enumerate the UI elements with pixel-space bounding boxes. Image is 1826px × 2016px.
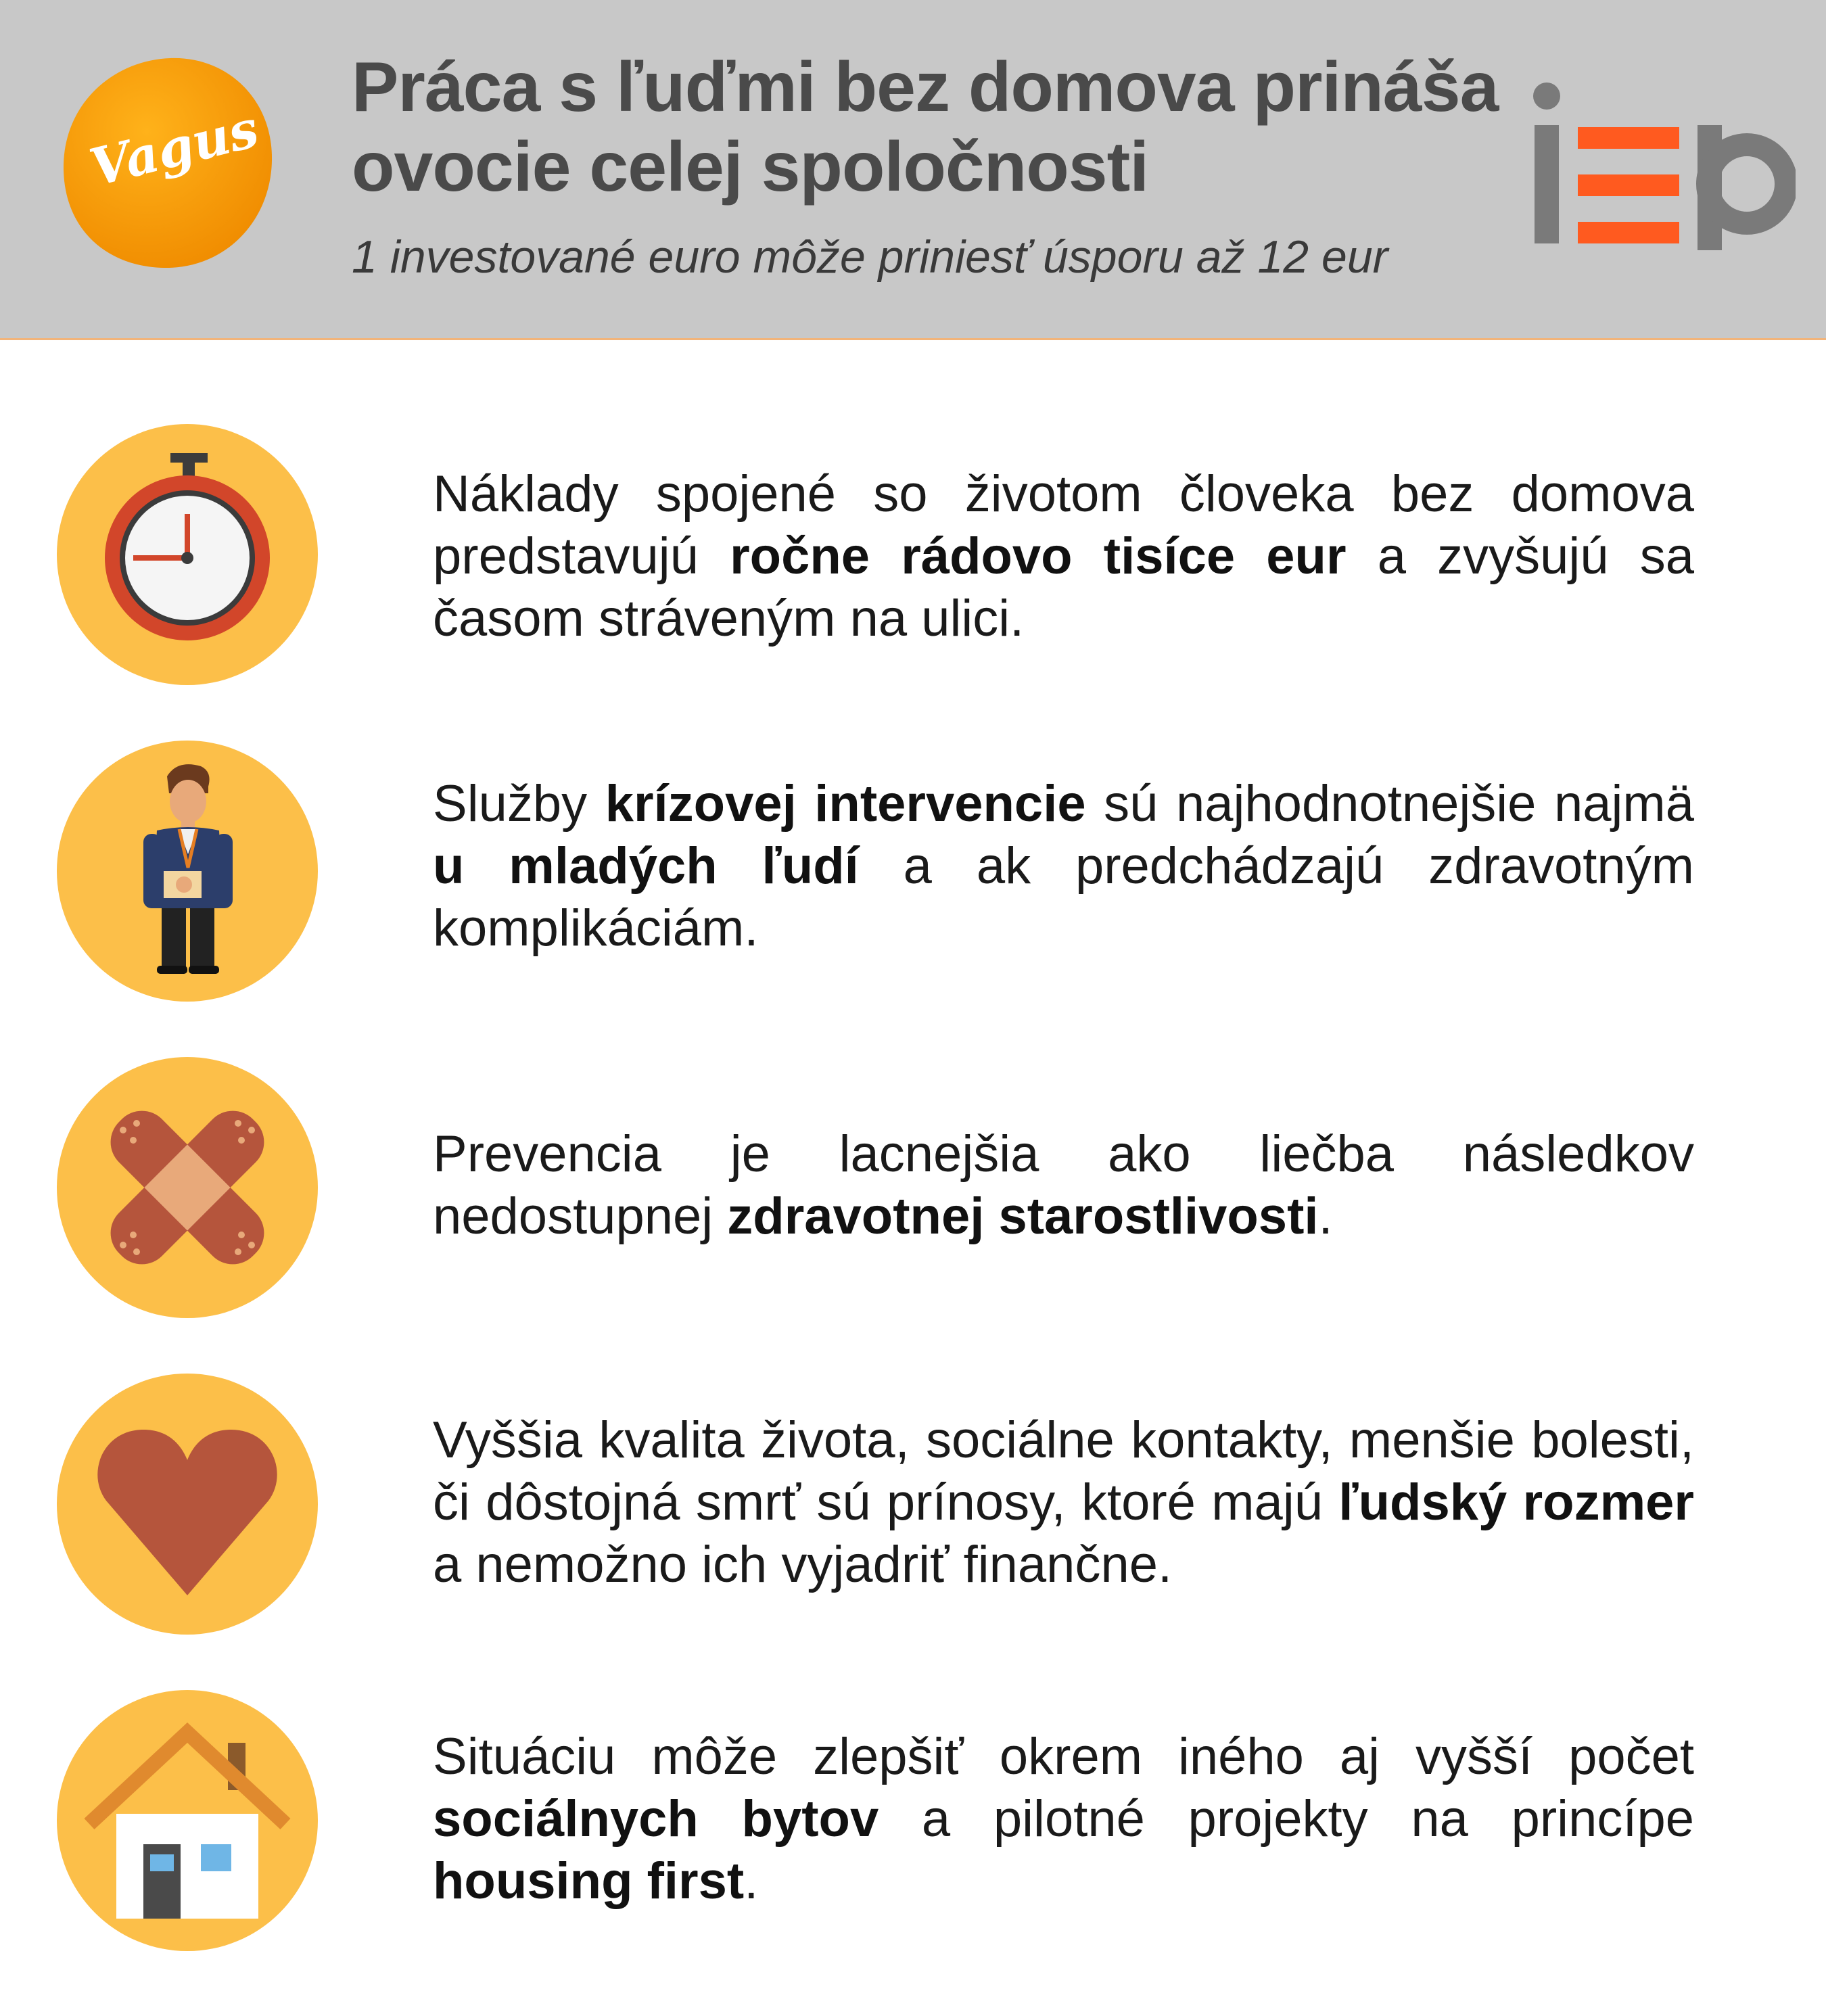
iep-logo-icon	[1532, 81, 1796, 250]
page-title	[352, 47, 1515, 207]
stopwatch-icon	[55, 423, 319, 686]
item-text-part: sú najhodnotnejšie najmä	[1085, 775, 1694, 833]
iep-logo	[1532, 81, 1796, 250]
heart-icon	[55, 1372, 319, 1636]
title-line-2: ovocie celej spoločnosti	[352, 128, 1149, 206]
item-text-part: Náklady spojené so životom človeka bez domova predstavujú	[433, 465, 1694, 585]
item-text-bold: krízovej intervencie	[605, 775, 1086, 833]
item-text	[433, 1409, 1694, 1596]
item-text-bold: u mladých ľudí	[433, 837, 859, 895]
item-text-part: a nemožno ich vyjadriť finančne.	[433, 1536, 1173, 1593]
item-text-part: Prevencia je lacnejšia ako liečba následkov nedostupnej	[433, 1125, 1694, 1245]
bandage-icon	[55, 1056, 319, 1319]
list-item	[0, 1689, 1826, 1952]
item-text-part: Služby	[433, 775, 605, 833]
list-item	[0, 1372, 1826, 1636]
item-text-bold: ročne rádovo tisíce eur	[730, 528, 1347, 585]
item-text-bold: zdravotnej starostlivosti	[727, 1188, 1319, 1245]
item-text-bold: ľudský rozmer	[1338, 1474, 1694, 1531]
item-text-part: a pilotné projekty na princípe	[879, 1790, 1694, 1848]
item-text	[433, 1726, 1694, 1913]
house-icon	[55, 1689, 319, 1952]
item-text-part: Vyššia kvalita života, sociálne kontakty, menšie bolesti, či dôstojná smrť sú prínosy, ktoré majú	[433, 1411, 1694, 1531]
item-text-part: a ak predchádzajú zdravotným komplikáciám.	[433, 837, 1694, 957]
title-line-1: Práca s ľuďmi bez domova prináša	[352, 48, 1499, 126]
header-banner	[0, 0, 1826, 340]
item-text-bold: housing first	[433, 1852, 745, 1910]
item-text	[433, 1123, 1694, 1248]
list-item	[0, 423, 1826, 686]
item-text-part: a zvyšujú sa časom stráveným na ulici.	[433, 528, 1695, 647]
page-subtitle: 1 investované euro môže priniesť úsporu až 12 eur	[352, 231, 1388, 283]
item-text	[433, 773, 1694, 960]
list-item	[0, 1056, 1826, 1319]
item-text-part: .	[1318, 1188, 1333, 1245]
person-icon	[55, 739, 319, 1003]
vagus-logo-text: Vagus	[84, 98, 264, 198]
item-text	[433, 463, 1694, 650]
item-text-part: Situáciu môže zlepšiť okrem iného aj vyšší počet	[433, 1728, 1694, 1785]
item-text-part: .	[744, 1852, 759, 1910]
list-item	[0, 739, 1826, 1003]
item-text-bold: sociálnych bytov	[433, 1790, 879, 1848]
